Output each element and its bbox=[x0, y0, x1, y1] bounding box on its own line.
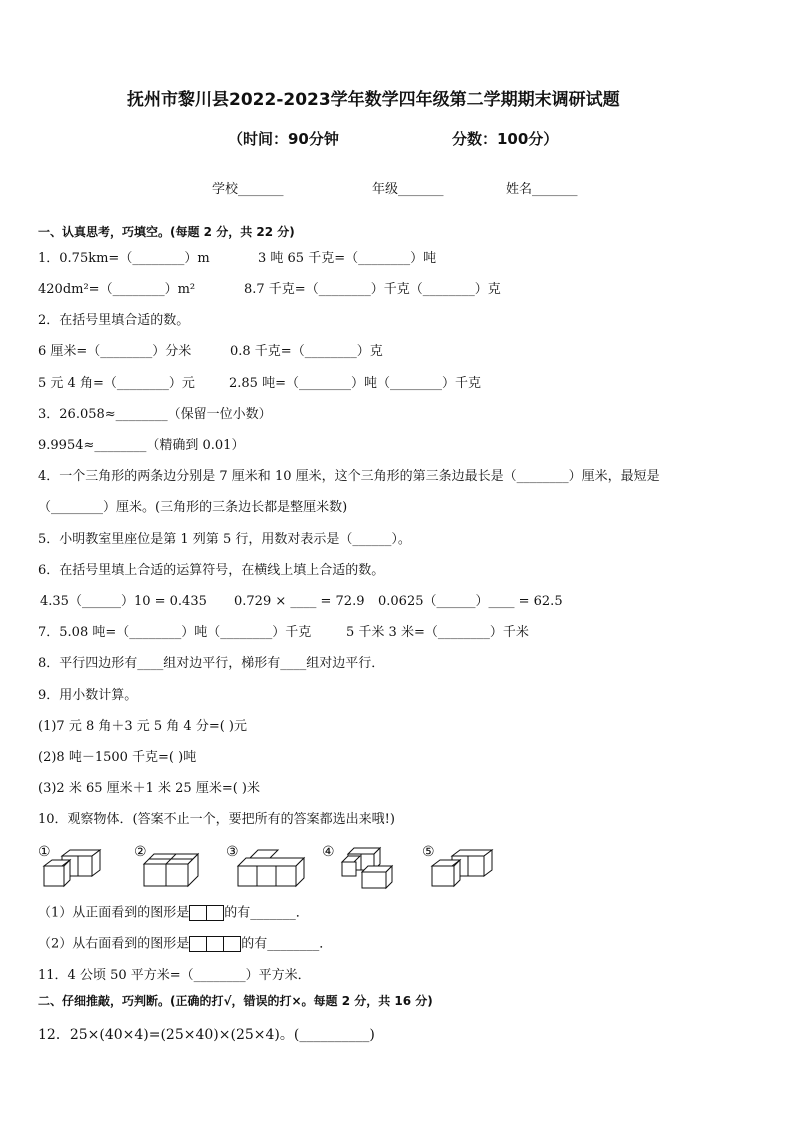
cube-figure-5 bbox=[430, 848, 494, 890]
q12: 12．25×(40×4)=(25×40)×(25×4)。(__________) bbox=[38, 1027, 375, 1043]
q6-stem: 6．在括号里填上合适的运算符号，在横线上填上合适的数。 bbox=[38, 563, 385, 578]
figure-label-5: ⑤ bbox=[422, 844, 435, 860]
q1-part2: 3 吨 65 千克=（________）吨 bbox=[258, 251, 437, 266]
figure-label-3: ③ bbox=[226, 844, 239, 860]
q4-line2: （________）厘米。(三角形的三条边长都是整厘米数) bbox=[38, 500, 348, 515]
q10-stem: 10．观察物体．(答案不止一个，要把所有的答案都选出来哦!) bbox=[38, 812, 395, 827]
cube-figure-2 bbox=[142, 848, 200, 890]
q9-part1: (1)7 元 8 角＋3 元 5 角 4 分=( )元 bbox=[38, 719, 247, 734]
school-field[interactable]: 学校_______ bbox=[212, 182, 284, 197]
name-field[interactable]: 姓名_______ bbox=[506, 182, 578, 197]
q2-part2: 0.8 千克=（________）克 bbox=[230, 344, 383, 359]
cube-figure-1 bbox=[42, 848, 106, 890]
q2-part4: 2.85 吨=（________）吨（________）千克 bbox=[229, 376, 481, 391]
q6-part3: 0.0625（______）____ = 62.5 bbox=[378, 594, 563, 609]
two-square-shape bbox=[189, 905, 224, 921]
cube-figure-4 bbox=[340, 846, 394, 890]
q3-part1: 3．26.058≈________（保留一位小数） bbox=[38, 407, 272, 422]
q11: 11．4 公顷 50 平方米=（________）平方米． bbox=[38, 968, 311, 983]
grade-field[interactable]: 年级_______ bbox=[372, 182, 444, 197]
q5: 5．小明教室里座位是第 1 列第 5 行，用数对表示是（______）。 bbox=[38, 532, 411, 547]
q9-part3: (3)2 米 65 厘米＋1 米 25 厘米=( )米 bbox=[38, 781, 261, 796]
q10-part2-text: （2）从右面看到的图形是 bbox=[38, 936, 190, 952]
q9-part2: (2)8 吨－1500 千克=( )吨 bbox=[38, 750, 197, 765]
q7-part1: 7．5.08 吨=（________）吨（________）千克 bbox=[38, 625, 312, 640]
q7-part2: 5 千米 3 米=（________）千米 bbox=[346, 625, 529, 640]
q1-part1: 1．0.75km=（________）m bbox=[38, 251, 210, 266]
q1-part4: 8.7 千克=（________）千克（________）克 bbox=[244, 282, 501, 297]
exam-score: 分数：100分） bbox=[452, 130, 559, 148]
q6-part2: 0.729 × ____ = 72.9 bbox=[234, 594, 365, 609]
q10-part1-text: （1）从正面看到的图形是 bbox=[38, 905, 190, 921]
q2-part3: 5 元 4 角=（________）元 bbox=[38, 376, 195, 391]
q2-part1: 6 厘米=（________）分米 bbox=[38, 344, 192, 359]
cube-figure-3 bbox=[236, 848, 306, 890]
q9-stem: 9．用小数计算。 bbox=[38, 688, 138, 703]
figure-label-4: ④ bbox=[322, 844, 335, 860]
q10-part1 bbox=[38, 905, 309, 922]
q1-part3: 420dm²=（________）m² bbox=[38, 282, 196, 297]
three-square-shape bbox=[189, 936, 241, 952]
q3-part2: 9.9954≈________（精确到 0.01） bbox=[38, 438, 245, 453]
section1-heading: 一、认真思考，巧填空。(每题 2 分，共 22 分) bbox=[38, 225, 295, 239]
exam-time: （时间：90分钟 bbox=[228, 130, 339, 148]
q10-part1-answer: 的有_______． bbox=[224, 905, 309, 921]
q8: 8．平行四边形有____组对边平行，梯形有____组对边平行． bbox=[38, 656, 385, 671]
q4-line1: 4．一个三角形的两条边分别是 7 厘米和 10 厘米，这个三角形的第三条边最长是（________）厘米，最短是 bbox=[38, 469, 660, 484]
q2-stem: 2．在括号里填合适的数。 bbox=[38, 313, 190, 328]
q6-part1: 4.35（______）10 = 0.435 bbox=[40, 594, 207, 609]
q10-part2-answer: 的有________． bbox=[241, 936, 333, 952]
figure-label-1: ① bbox=[38, 844, 51, 860]
q10-part2 bbox=[38, 936, 332, 953]
exam-title: 抚州市黎川县2022-2023学年数学四年级第二学期期末调研试题 bbox=[127, 90, 620, 110]
figure-label-2: ② bbox=[134, 844, 147, 860]
section2-heading: 二、仔细推敲，巧判断。(正确的打√，错误的打×。每题 2 分，共 16 分) bbox=[38, 994, 433, 1008]
